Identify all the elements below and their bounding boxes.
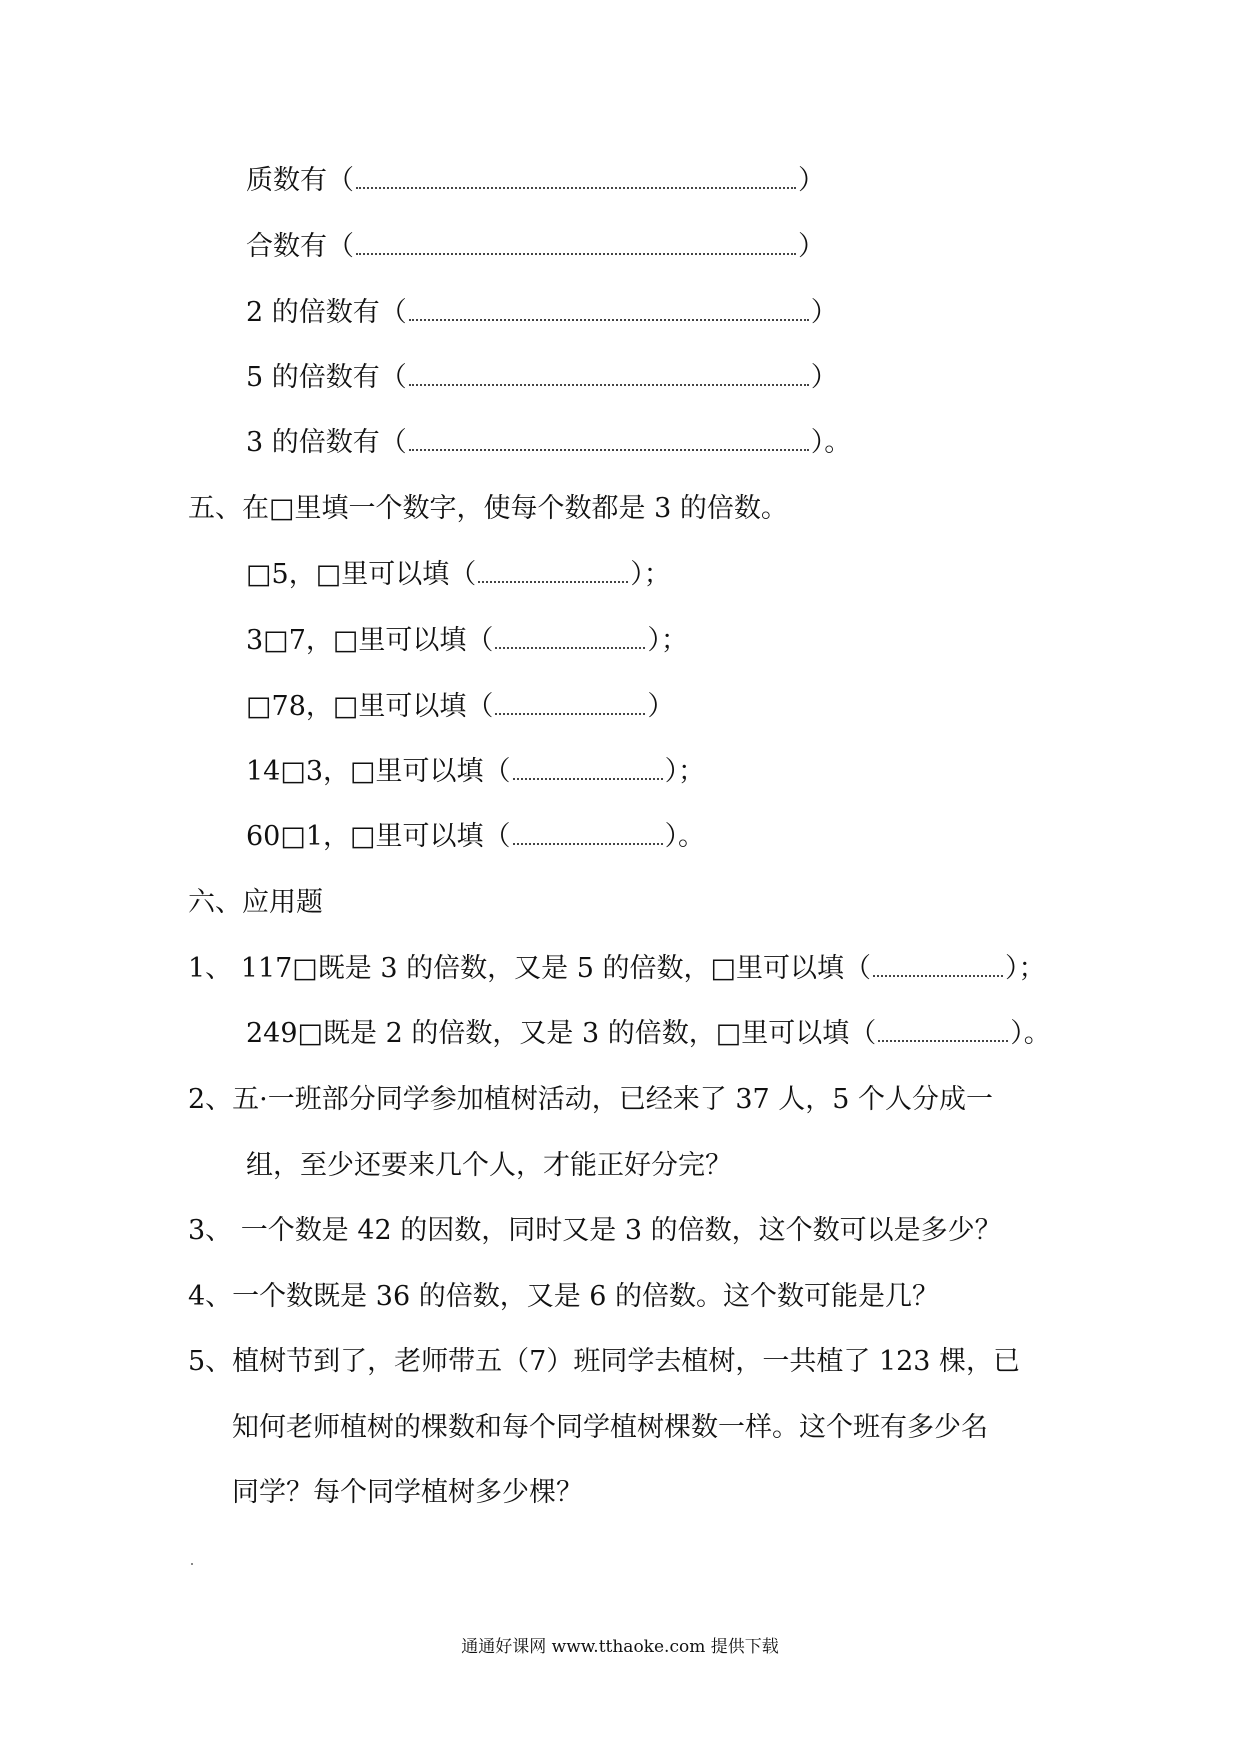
fill-label-3: □78，□里可以填（ [246,691,494,722]
multiples-of-5-close: ） [810,362,838,393]
question-1b-blank[interactable] [878,1022,1008,1042]
footer-credit: 通通好课网 www.tthaoke.com 提供下载 [461,1637,779,1657]
fill-line-3 [246,690,674,724]
fill-line-1 [246,558,671,592]
question-5-line-2: 知何老师植树的棵数和每个同学植树棵数一样。这个班有多少名 [232,1412,988,1443]
fill-blank-3[interactable] [495,695,645,715]
fill-label-2: 3□7，□里可以填（ [246,625,494,656]
question-1b-close: ）。 [1010,1018,1051,1049]
multiples-of-3-close: ）。 [810,427,852,458]
fill-close-5: ）。 [664,821,706,852]
multiples-of-5-blank[interactable] [409,366,809,386]
fill-close-1: ）； [630,559,671,590]
multiples-of-3-label: 3 的倍数有（ [246,427,407,458]
prime-close: ） [798,165,825,196]
multiples-of-3-blank[interactable] [409,431,809,451]
fill-close-4: ）； [664,756,706,787]
question-1a-blank[interactable] [873,957,1003,977]
question-5-line-1: 5、植树节到了，老师带五（7）班同学去植树，一共植了 123 棵，已 [188,1346,1021,1377]
prime-line [246,164,825,198]
fill-label-5: 60□1，□里可以填（ [246,821,511,852]
question-1b [246,1017,1051,1051]
scan-speck [191,1563,193,1565]
fill-blank-4[interactable] [513,760,663,780]
question-4: 4、一个数既是 36 的倍数，又是 6 的倍数。这个数可能是几？ [188,1281,940,1312]
question-2-line-1: 2、五·一班部分同学参加植树活动，已经来了 37 人，5 个人分成一 [188,1084,994,1115]
composite-line [246,230,825,264]
section5-heading: 五、在□里填一个数字，使每个数都是 3 的倍数。 [188,493,788,524]
composite-label: 合数有（ [246,231,354,262]
multiples-of-5-label: 5 的倍数有（ [246,362,407,393]
question-1a-close: ）； [1005,953,1046,984]
fill-label-1: □5，□里可以填（ [246,559,477,590]
fill-blank-1[interactable] [478,563,628,583]
fill-blank-5[interactable] [513,825,663,845]
fill-blank-2[interactable] [495,629,645,649]
question-3: 3、 一个数是 42 的因数，同时又是 3 的倍数，这个数可以是多少？ [188,1215,1002,1246]
question-5-line-3: 同学？每个同学植树多少棵？ [232,1477,583,1508]
multiples-of-5-line [246,361,838,395]
multiples-of-2-blank[interactable] [409,301,809,321]
fill-line-5 [246,820,705,854]
fill-label-4: 14□3，□里可以填（ [246,756,511,787]
fill-line-2 [246,624,688,658]
multiples-of-2-close: ） [810,297,838,328]
multiples-of-3-line [246,426,851,460]
question-2-line-2: 组，至少还要来几个人，才能正好分完？ [246,1150,732,1181]
prime-label: 质数有（ [246,165,354,196]
fill-line-4 [246,755,705,789]
multiples-of-2-label: 2 的倍数有（ [246,297,407,328]
fill-close-2: ）； [647,625,688,656]
composite-blank[interactable] [356,235,796,255]
composite-close: ） [798,231,825,262]
question-1a-text: 1、 117□既是 3 的倍数，又是 5 的倍数，□里可以填（ [188,953,872,984]
fill-close-3: ） [647,691,675,722]
multiples-of-2-line [246,296,838,330]
question-1b-text: 249□既是 2 的倍数，又是 3 的倍数，□里可以填（ [246,1018,877,1049]
prime-blank[interactable] [356,169,796,189]
question-1a [188,952,1046,986]
section6-heading: 六、应用题 [188,887,323,918]
